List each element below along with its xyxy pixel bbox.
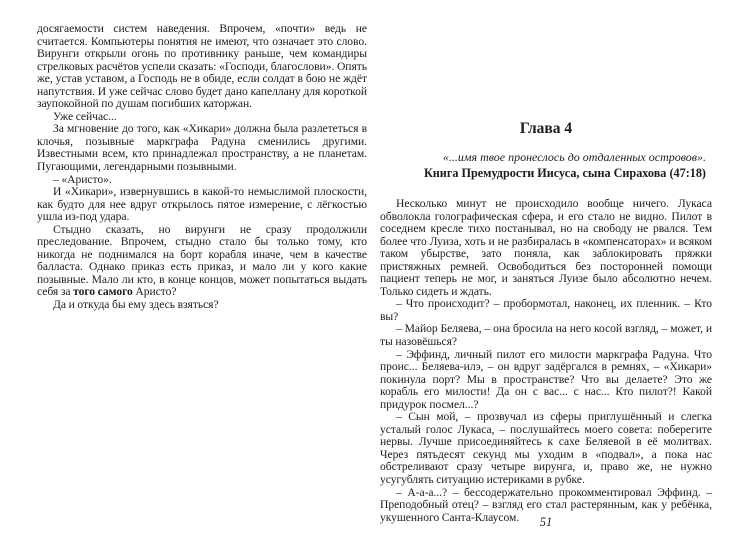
paragraph: Несколько минут не происходило вообще ничего. Лукаса обволокла голографическая сфера, и его стало не видно. Пилот в соседнем кресле тихо постанывал, но на свободу не рвался. Тем более что Луиза, хоть и не разбиралась в «компенсаторах» и всяком таком убырстве, зато поняла, как заблокировать пряжки пристяжных ремней. Освободиться без посторонней помощи пациент теперь не мог, и заняться Луизе было абсолютно нечем. Только сидеть и ждать.	[380, 197, 712, 298]
paragraph: Уже сейчас...	[53, 109, 117, 123]
paragraph: – Майор Беляева, – она бросила на него косой взгляд, – может, и ты назовёшься?	[380, 322, 712, 349]
paragraph: – Что происходит? – пробормотал, наконец, их пленник. – Кто вы?	[380, 297, 712, 323]
chapter-heading: Глава 4	[519, 120, 573, 137]
epigraph-source: Книга Премудрости Иисуса, сына Сирахова (47:18)	[423, 166, 706, 180]
paragraph: досягаемости систем наведения. Впрочем, «почти» ведь не считается. Компьютеры понятия не имеют, что означает это слово. Вирунги открыли огонь по противнику раньше, чем командиры стрелковых расчётов успели сказать: «Господи, благослови». Опять же, устав уставом, а Господь не в обиде, если солдат в бою не ждёт напутствия. И уже сейчас слово будет дано капеллану для короткой заупокойной по душам погибших каторжан.	[37, 22, 367, 111]
paragraph-text: Стыдно сказать, но вирунги не сразу продолжили преследование. Впрочем, стыдно стало бы только тому, кто никогда не поднимался на борт корабля иначе, чем в качестве балласта. Однако приказ есть приказ, и мало ли у кого какие позывные. Мало ли кто, в конце концов, может попытаться выдать себя за	[37, 222, 367, 299]
chapter-body	[380, 198, 712, 524]
right-page	[380, 0, 712, 540]
left-page	[37, 0, 367, 540]
paragraph: – А-а-а...? – бессодержательно прокомментировал Эффинд. – Преподобный отец? – взгляд его стал растерянным, как у ребёнка, укушенного Санта-Клаусом.	[380, 485, 712, 524]
paragraph: За мгновение до того, как «Хикари» должна была разлететься в клочья, позывные маркграфа Радуна сменились другими. Известными всем, кто принадлежал пространству, а не планетам. Пугающими, легендарными позывными.	[37, 122, 367, 174]
page-number: 51	[539, 515, 553, 529]
paragraph-text: Аристо?	[132, 285, 177, 299]
epigraph-quote: «...имя твое пронеслось до отдаленных островов».	[442, 150, 706, 164]
epigraph	[380, 149, 712, 182]
paragraph: И «Хикари», извернувшись в какой-то немыслимой плоскости, как будто для нее вдруг открылось пятое измерение, с лёгкостью ушла из-под удара.	[37, 185, 367, 224]
paragraph: – Эффинд, личный пилот его милости маркграфа Радуна. Что проис... Беляева-илэ, – он вдруг задёргался в ремнях, – «Хикари» покинула порт? Мы в пространстве? Что вы делаете? Это же корабль его милости! Да он с вас... с нас... Кто пилот?! Какой придурок посмел...?	[380, 347, 712, 411]
paragraph: Да и откуда бы ему здесь взяться?	[53, 298, 219, 312]
paragraph: – Сын мой, – прозвучал из сферы приглушённый и слегка усталый голос Лукаса, – послушайтесь моего совета: поберегите нервы. Лучше присоединяйтесь к сахе Беляевой в её молитвах. Через пятьдесят секунд мы уходим в «подвал», а пока нас обстреливают сразу четыре вирунга, и, право же, не нужно усугублять ситуацию истериками в рубке.	[380, 410, 712, 487]
paragraph	[37, 224, 367, 299]
bold-emphasis: того самого	[73, 285, 133, 299]
paragraph: – «Аристо».	[53, 172, 112, 186]
